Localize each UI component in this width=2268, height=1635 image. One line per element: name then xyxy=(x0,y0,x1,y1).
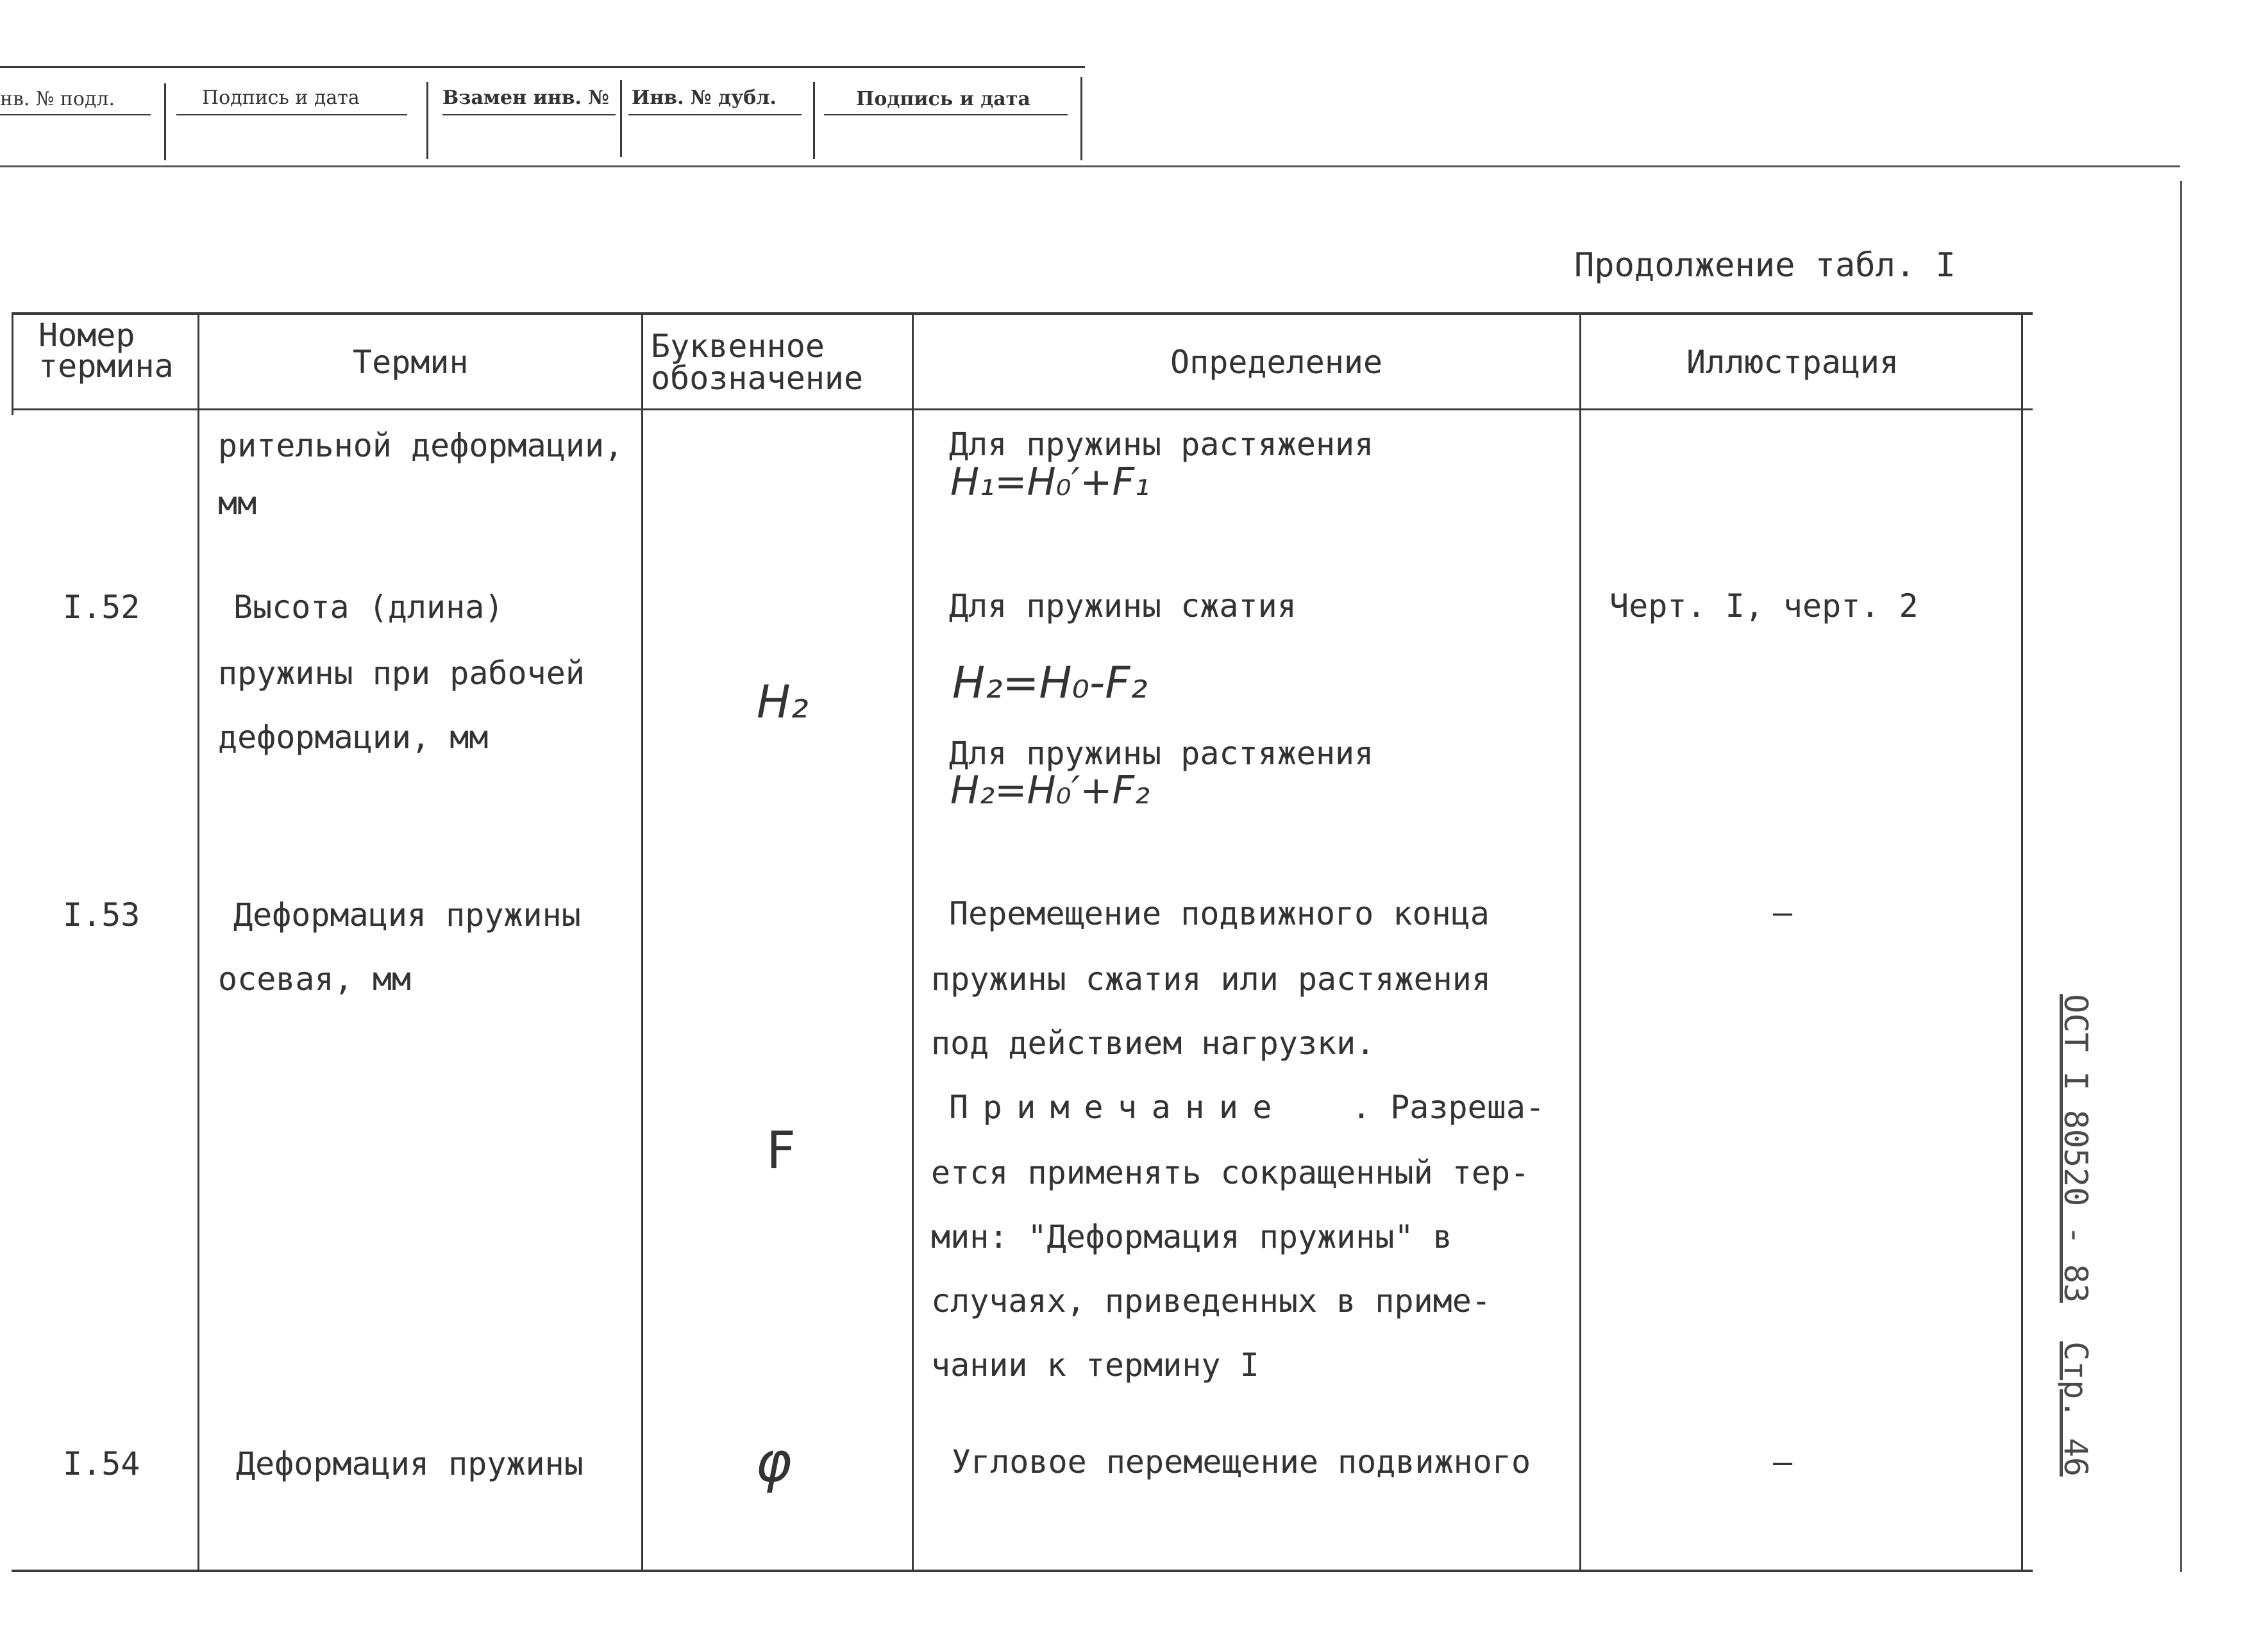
row2-definition-line1: Перемещение подвижного конца xyxy=(949,895,1490,932)
stamp-cell-replacement-inv: Взамен инв. № xyxy=(442,87,610,109)
row3-term-line1: Деформация пружины xyxy=(236,1445,584,1482)
header-letter-line1: Буквенное xyxy=(651,328,825,365)
side-document-label xyxy=(2057,955,2131,1477)
row2-term-line2: осевая, мм xyxy=(218,960,412,998)
row2-note-label: Примечание xyxy=(949,1089,1287,1126)
header-number-line1: Номер xyxy=(38,317,135,354)
row2-definition-line5: ется применять сокращенный тер- xyxy=(931,1154,1530,1191)
row1-illustration: Черт. I, черт. 2 xyxy=(1609,587,1919,625)
row2-definition-line7: случаях, приведенных в приме- xyxy=(931,1282,1491,1320)
row1-formula1: H₂=H₀-F₂ xyxy=(952,658,1148,709)
header-illustration: Иллюстрация xyxy=(1686,344,1899,381)
row2-number: I.53 xyxy=(63,896,140,934)
row2-illustration: – xyxy=(1773,894,1793,931)
row1-number: I.52 xyxy=(63,589,140,626)
row0-definition-line1: Для пружины растяжения xyxy=(949,426,1374,463)
row1-letter: H₂ xyxy=(757,676,809,728)
side-doc-number: ОСТ I 80520 - 83 xyxy=(2057,994,2094,1303)
row1-formula2: H₂=H₀′+F₂ xyxy=(950,768,1150,813)
stamp-cell-signature-date: Подпись и дата xyxy=(202,87,360,109)
row2-letter: F xyxy=(766,1121,796,1180)
stamp-cell-duplicate-inv: Инв. № дубл. xyxy=(632,87,777,109)
row3-number: I.54 xyxy=(63,1445,140,1482)
row2-definition-line3: под действием нагрузки. xyxy=(931,1025,1375,1062)
row1-term-line1: Высота (длина) xyxy=(233,589,504,626)
header-number-line2: термина xyxy=(38,348,174,385)
row2-definition-line4: . Разреша- xyxy=(1352,1089,1545,1126)
row1-term-line2: пружины при рабочей xyxy=(218,655,585,692)
row3-definition-line1: Угловое перемещение подвижного xyxy=(952,1443,1531,1480)
header-letter-line2: обозначение xyxy=(651,360,864,397)
row3-illustration: – xyxy=(1773,1443,1793,1480)
header-term: Термин xyxy=(353,344,469,381)
row0-term-line1: рительной деформации, xyxy=(218,427,624,464)
row1-term-line3: деформации, мм xyxy=(218,719,489,756)
row3-letter: φ xyxy=(755,1430,792,1495)
side-page-number: Стр. 46 xyxy=(2057,1341,2094,1477)
row2-definition-line2: пружины сжатия или растяжения xyxy=(931,960,1491,998)
header-definition: Определение xyxy=(1170,344,1383,381)
stamp-cell-original-inv: нв. № подл. xyxy=(0,88,115,110)
row2-definition-line6: мин: "Деформация пружины" в xyxy=(931,1218,1452,1255)
row1-definition-line2: Для пружины растяжения xyxy=(949,735,1374,772)
row0-term-line2: мм xyxy=(218,485,257,522)
table-caption: Продолжение табл. I xyxy=(1574,246,1956,285)
row0-formula: H₁=H₀′+F₁ xyxy=(950,460,1150,505)
stamp-cell-signature-date-2: Подпись и дата xyxy=(856,88,1030,110)
row2-definition-line8: чании к термину I xyxy=(931,1346,1259,1384)
row1-definition-line1: Для пружины сжатия xyxy=(949,587,1297,625)
row2-term-line1: Деформация пружины xyxy=(233,896,581,934)
